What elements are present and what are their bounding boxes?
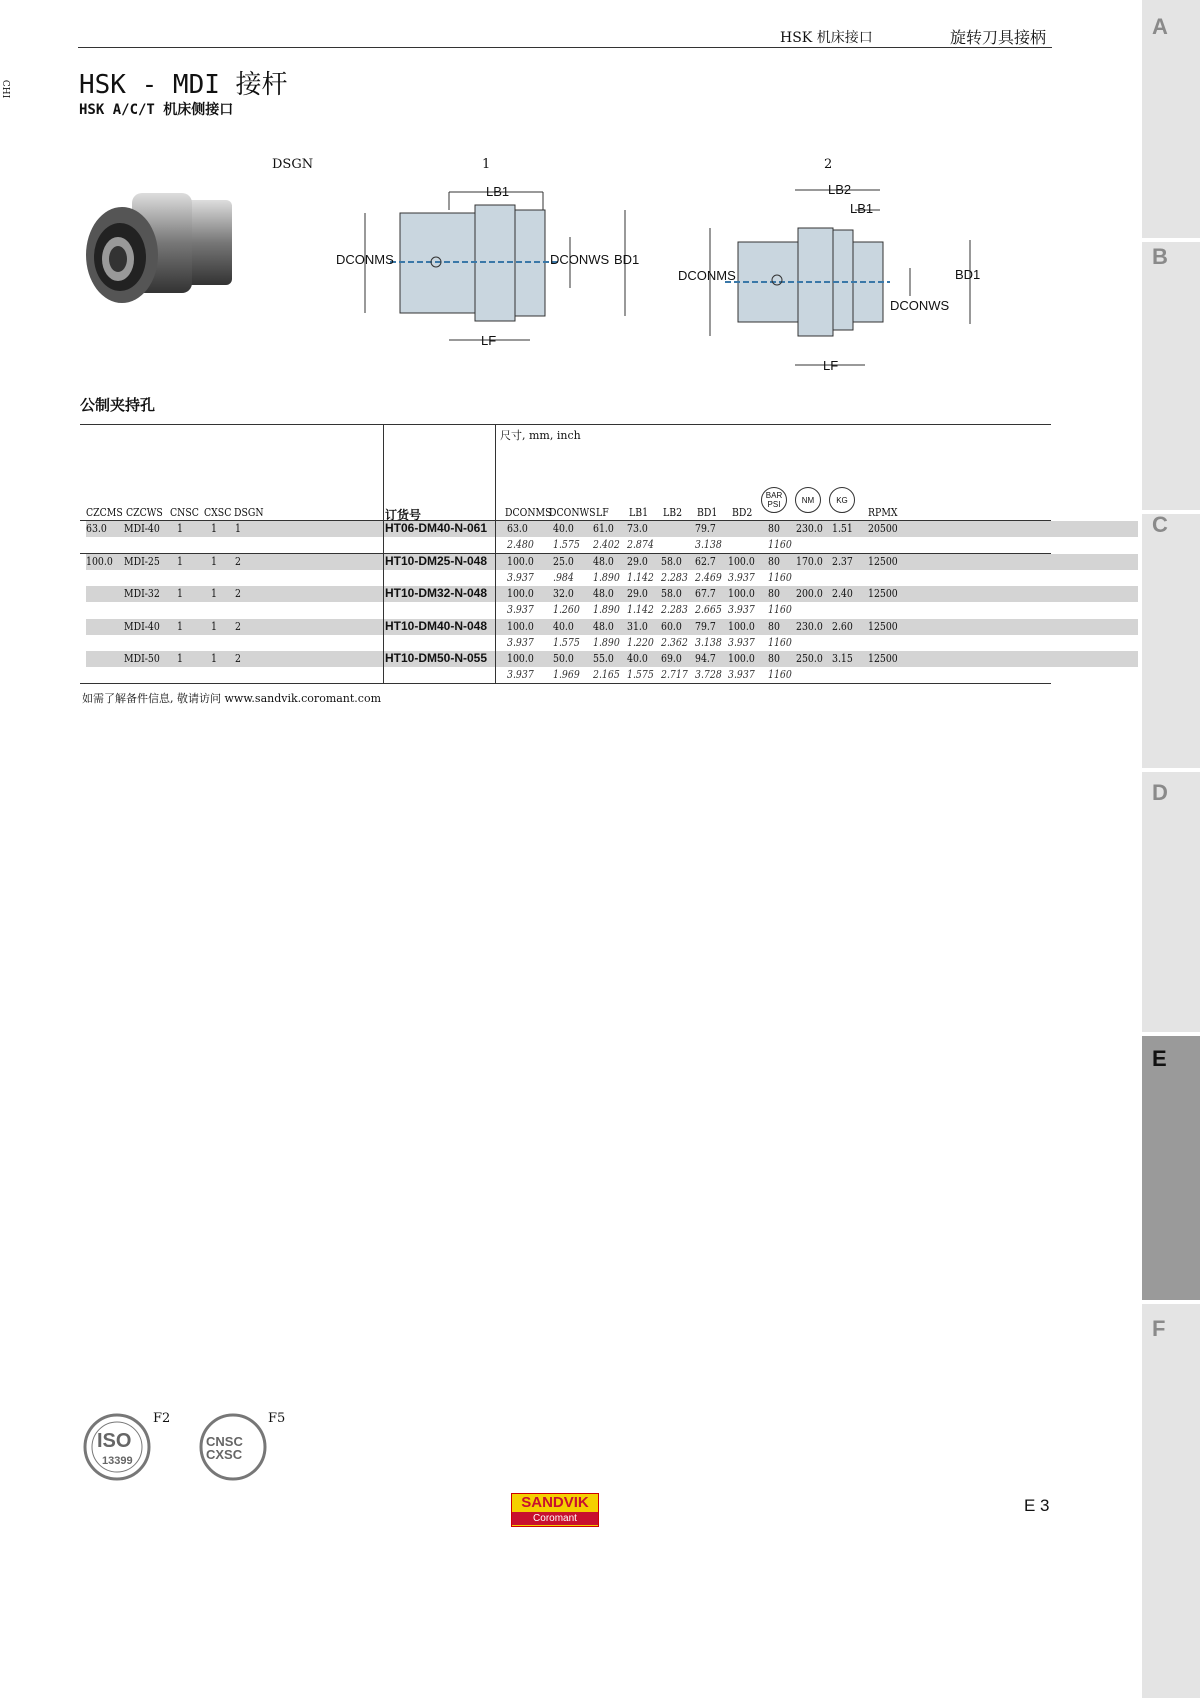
dcon-ws-label: DCONWS: [550, 252, 610, 267]
header-bd2: BD2: [732, 506, 753, 519]
metric-value: 80: [768, 554, 780, 568]
cell-czc-ms: 100.0: [86, 554, 113, 568]
metric-value: 200.0: [796, 587, 823, 601]
iso-text: ISO: [97, 1430, 132, 1452]
metric-value: 40.0: [627, 652, 648, 666]
order-code: HT10-DM32-N-048: [385, 586, 488, 601]
lb1-label-2: LB1: [850, 201, 874, 216]
header-lb2: LB2: [663, 506, 683, 519]
nm-icon: NM: [795, 487, 821, 513]
header-dcon-ws: DCONWS: [549, 506, 596, 519]
metric-value: 25.0: [553, 554, 574, 568]
metric-value: 31.0: [627, 619, 648, 633]
metric-value: 50.0: [553, 652, 574, 666]
metric-value: 79.7: [695, 522, 716, 535]
inch-value: 2.480: [507, 538, 534, 551]
product-photo: [82, 185, 242, 325]
metric-value: 29.0: [627, 587, 648, 601]
page-number: E 3: [1024, 1496, 1050, 1515]
metric-value: 100.0: [728, 587, 755, 601]
inch-value: 2.283: [661, 570, 688, 584]
header-cnsc: CNSC: [170, 506, 199, 519]
cell-cnsc: 1: [177, 587, 183, 601]
cell-cnsc: 1: [177, 522, 183, 535]
metric-value: 67.7: [695, 587, 716, 601]
tab-d[interactable]: D: [1152, 780, 1168, 805]
tab-b-bar[interactable]: [1142, 242, 1200, 510]
inch-value: 2.283: [661, 603, 688, 617]
tab-a[interactable]: A: [1152, 14, 1168, 39]
header-lf: LF: [596, 506, 609, 519]
inch-value: 2.665: [695, 603, 722, 617]
iso-number: 13399: [102, 1455, 133, 1467]
metric-value: 32.0: [553, 587, 574, 601]
section-title: 公制夹持孔: [80, 396, 156, 414]
page-title: HSK - MDI 接杆: [79, 70, 288, 100]
inch-value: 1160: [768, 603, 792, 617]
cell-cnsc: 1: [177, 554, 183, 568]
metric-value: 58.0: [661, 554, 682, 568]
metric-value: 170.0: [796, 554, 823, 568]
header-czc-ws: CZCWS: [126, 506, 163, 519]
metric-value: 79.7: [695, 619, 716, 633]
inch-value: 3.138: [695, 538, 722, 551]
order-code: HT10-DM40-N-048: [385, 618, 488, 633]
metric-value: 250.0: [796, 652, 823, 666]
metric-value: 2.37: [832, 554, 853, 568]
tab-e-bar[interactable]: [1142, 1036, 1200, 1300]
metric-value: 48.0: [593, 619, 614, 633]
dsgn-label: DSGN: [272, 157, 314, 172]
tab-c-bar[interactable]: [1142, 514, 1200, 768]
metric-value: 73.0: [627, 522, 648, 535]
header-cxsc: CXSC: [204, 506, 232, 519]
tab-f-bar[interactable]: [1142, 1304, 1200, 1698]
table-bottom-rule: [80, 683, 1051, 684]
cell-czc-ws: MDI-40: [124, 522, 160, 535]
metric-value: 48.0: [593, 587, 614, 601]
inch-value: 1160: [768, 570, 792, 584]
metric-value: 94.7: [695, 652, 716, 666]
metric-value: 12500: [868, 587, 898, 601]
cell-czc-ws: MDI-25: [124, 554, 160, 568]
cell-cxsc: 1: [211, 652, 217, 666]
metric-value: 230.0: [796, 619, 823, 633]
bar-psi-icon: BAR PSI: [761, 487, 787, 513]
cnsc-ref: F5: [268, 1411, 286, 1426]
metric-value: 100.0: [728, 619, 755, 633]
cnsc-cxsc-text: CNSC CXSC: [206, 1434, 243, 1462]
metric-value: 62.7: [695, 554, 716, 568]
cell-cxsc: 1: [211, 619, 217, 633]
header-dcon-ms: DCONMS: [505, 506, 552, 519]
inch-value: 3.937: [728, 570, 755, 584]
cell-cxsc: 1: [211, 554, 217, 568]
metric-value: 61.0: [593, 522, 614, 535]
lb2-label: LB2: [828, 182, 852, 197]
cell-dsgn: 2: [235, 587, 241, 601]
inch-value: 1.890: [593, 635, 620, 649]
inch-value: 3.937: [507, 668, 534, 682]
header-rpmx: RPMX: [868, 506, 898, 519]
dcon-ws-label-2: DCONWS: [890, 298, 950, 313]
metric-value: 3.15: [832, 652, 853, 666]
cell-czc-ws: MDI-40: [124, 619, 160, 633]
inch-value: 1.575: [553, 635, 580, 649]
bd1-label-2: BD1: [955, 267, 981, 282]
metric-value: 12500: [868, 619, 898, 633]
tab-b[interactable]: B: [1152, 244, 1168, 269]
metric-value: 58.0: [661, 587, 682, 601]
tab-a-bar[interactable]: [1142, 0, 1200, 238]
metric-value: 230.0: [796, 522, 823, 535]
inch-value: 2.717: [661, 668, 688, 682]
metric-value: 12500: [868, 652, 898, 666]
metric-value: 100.0: [728, 652, 755, 666]
lb1-label: LB1: [486, 184, 510, 199]
dcon-ms-label: DCONMS: [336, 252, 394, 267]
bd1-label: BD1: [614, 252, 640, 267]
side-language-label: CHI: [0, 79, 11, 99]
inch-value: 2.362: [661, 635, 688, 649]
inch-value: 3.937: [507, 570, 534, 584]
inch-value: 2.469: [695, 570, 722, 584]
inch-value: 3.937: [728, 668, 755, 682]
footnote: 如需了解备件信息, 敬请访问 www.sandvik.coromant.com: [82, 692, 382, 705]
metric-value: 100.0: [507, 554, 534, 568]
header-lb1: LB1: [629, 506, 649, 519]
table-divider-1: [383, 424, 384, 684]
tab-d-bar[interactable]: [1142, 772, 1200, 1032]
dimension-caption: 尺寸, mm, inch: [500, 429, 581, 442]
inch-value: 1.575: [553, 538, 580, 551]
inch-value: 1160: [768, 635, 792, 649]
metric-value: 100.0: [507, 619, 534, 633]
metric-value: 100.0: [728, 554, 755, 568]
cell-dsgn: 2: [235, 619, 241, 633]
dcon-ms-label-2: DCONMS: [678, 268, 736, 283]
order-code: HT10-DM25-N-048: [385, 553, 488, 568]
cell-czc-ms: 63.0: [86, 522, 107, 535]
order-code: HT10-DM50-N-055: [385, 651, 488, 666]
cell-czc-ws: MDI-32: [124, 587, 160, 601]
inch-value: 1160: [768, 538, 792, 551]
inch-value: 1.220: [627, 635, 654, 649]
metric-value: 80: [768, 652, 780, 666]
metric-value: 60.0: [661, 619, 682, 633]
metric-value: 48.0: [593, 554, 614, 568]
design-2-label: 2: [824, 157, 833, 172]
metric-value: 1.51: [832, 522, 853, 535]
inch-value: 3.138: [695, 635, 722, 649]
metric-value: 2.40: [832, 587, 853, 601]
inch-value: 1.260: [553, 603, 580, 617]
metric-value: 40.0: [553, 619, 574, 633]
table-top-rule: [80, 424, 1051, 425]
header-rule: [80, 520, 1051, 521]
metric-value: 29.0: [627, 554, 648, 568]
header-rule: [78, 47, 1052, 48]
header-dsgn: DSGN: [234, 506, 264, 519]
table-divider-2: [495, 424, 496, 684]
lf-label-2: LF: [823, 358, 839, 373]
header-section: HSK 机床接口: [780, 30, 873, 46]
inch-value: 2.874: [627, 538, 654, 551]
header-order: 订货号: [385, 508, 422, 522]
metric-value: 100.0: [507, 652, 534, 666]
metric-value: 20500: [868, 522, 898, 535]
cell-cxsc: 1: [211, 522, 217, 535]
metric-value: 100.0: [507, 587, 534, 601]
inch-value: 3.728: [695, 668, 722, 682]
cell-dsgn: 2: [235, 652, 241, 666]
header-bd1: BD1: [697, 506, 718, 519]
metric-value: 80: [768, 619, 780, 633]
tab-f[interactable]: F: [1152, 1316, 1166, 1341]
inch-value: 3.937: [728, 603, 755, 617]
metric-value: 12500: [868, 554, 898, 568]
page-subtitle: HSK A/C/T 机床侧接口: [79, 102, 234, 118]
inch-value: 1.890: [593, 570, 620, 584]
metric-value: 63.0: [507, 522, 528, 535]
cell-dsgn: 1: [235, 522, 241, 535]
metric-value: 55.0: [593, 652, 614, 666]
inch-value: 1.575: [627, 668, 654, 682]
inch-value: 1.142: [627, 570, 654, 584]
inch-value: 1.142: [627, 603, 654, 617]
inch-value: 2.165: [593, 668, 620, 682]
metric-value: 40.0: [553, 522, 574, 535]
metric-value: 80: [768, 587, 780, 601]
inch-value: 3.937: [728, 635, 755, 649]
lf-label: LF: [481, 333, 497, 348]
group-rule: [80, 553, 1051, 554]
inch-value: 1.969: [553, 668, 580, 682]
cell-cnsc: 1: [177, 652, 183, 666]
header-czc-ms: CZCMS: [86, 506, 123, 519]
inch-value: 2.402: [593, 538, 620, 551]
tab-e[interactable]: E: [1152, 1046, 1167, 1071]
inch-value: 3.937: [507, 635, 534, 649]
iso-ref: F2: [153, 1411, 171, 1426]
cell-czc-ws: MDI-50: [124, 652, 160, 666]
inch-value: 3.937: [507, 603, 534, 617]
cell-cxsc: 1: [211, 587, 217, 601]
cell-dsgn: 2: [235, 554, 241, 568]
tab-c[interactable]: C: [1152, 512, 1168, 537]
kg-icon: KG: [829, 487, 855, 513]
design-1-label: 1: [482, 157, 491, 172]
cell-cnsc: 1: [177, 619, 183, 633]
inch-value: 1.890: [593, 603, 620, 617]
metric-value: 69.0: [661, 652, 682, 666]
metric-value: 2.60: [832, 619, 853, 633]
header-chapter: 旋转刀具接柄: [950, 28, 1047, 47]
metric-value: 80: [768, 522, 780, 535]
inch-value: .984: [553, 570, 574, 584]
inch-value: 1160: [768, 668, 792, 682]
sandvik-logo: SANDVIK Coromant: [511, 1493, 599, 1527]
order-code: HT06-DM40-N-061: [385, 521, 488, 535]
